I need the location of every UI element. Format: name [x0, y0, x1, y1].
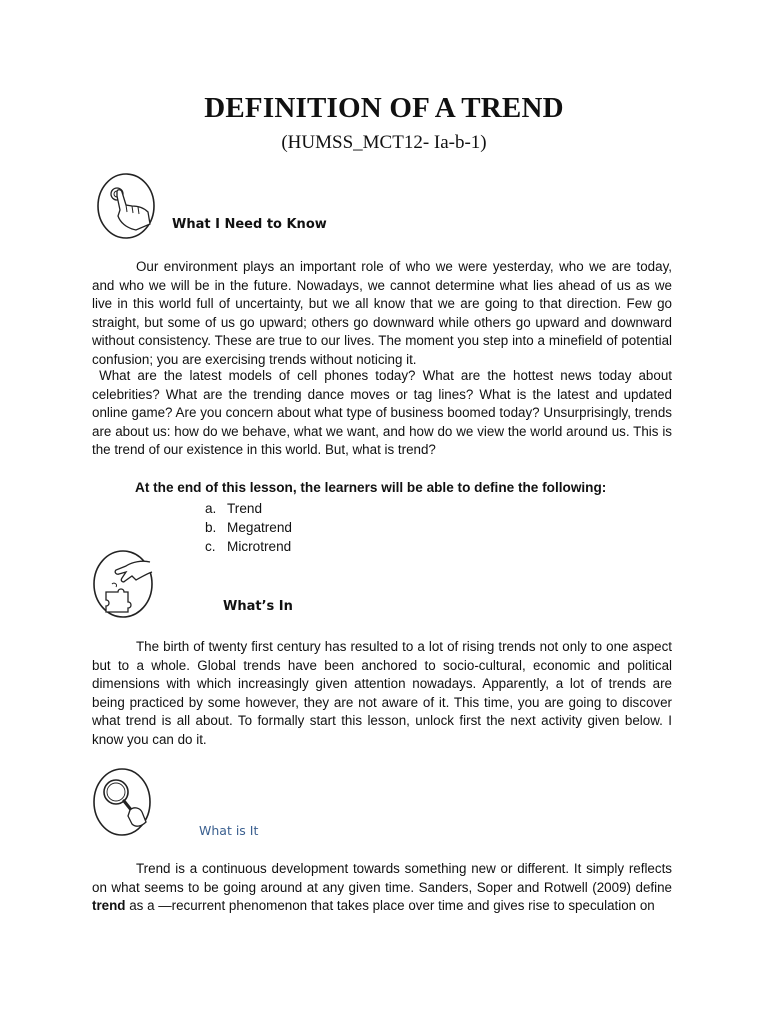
- list-item-text: Microtrend: [227, 539, 292, 554]
- what-is-it-paragraph: [92, 860, 672, 916]
- what-i-need-to-know-heading: What I Need to Know: [172, 217, 327, 232]
- puzzle-hand-icon: [92, 548, 156, 620]
- touch-hand-icon: [96, 172, 158, 242]
- objectives-list: [205, 499, 292, 556]
- list-item-text: Megatrend: [227, 520, 292, 535]
- list-marker: c.: [205, 539, 216, 554]
- what-is-it-paragraph-lead: Trend is a continuous development towards something new or different. It simply reflects on what seems to be going around at any given time. Sanders, Soper and Rotwell (2009) define: [92, 861, 672, 895]
- objectives-intro: At the end of this lesson, the learners will be able to define the following:: [135, 480, 607, 495]
- whats-in-heading: What’s In: [223, 599, 293, 614]
- trend-term: trend: [92, 898, 126, 914]
- list-item: [205, 499, 292, 518]
- list-item: [205, 537, 292, 556]
- what-is-it-heading: What is It: [199, 823, 259, 838]
- what-is-it-paragraph-tail: as a —recurrent phenomenon that takes place over time and gives rise to speculation on: [125, 898, 655, 914]
- whats-in-paragraph-text: The birth of twenty first century has resulted to a lot of rising trends not only to one aspect but to a whole. Global trends have been anchored to socio-cultural, economic and political dimensions with which increasingly given attention nowadays. Apparently, a lot of trends are being practiced by some however, they are not aware of it. This time, you are going to discover what trend is all about. To formally start this lesson, unlock first the next activity given below. I know you can do it.: [92, 639, 672, 747]
- questions-paragraph: [92, 367, 672, 460]
- intro-paragraph: [92, 258, 672, 370]
- whats-in-paragraph: [92, 638, 672, 750]
- list-item-text: Trend: [227, 501, 263, 516]
- list-item: [205, 518, 292, 537]
- intro-paragraph-text: Our environment plays an important role of who we were yesterday, who we are today, and who we will be in the future. Nowadays, we cannot determine what lies ahead of us as we live in this world full of uncertainty, but we all know that we are going to that direction. Few go straight, but some of us go upward; others go downward while others go upward and downward without consistency. These are true to our lives. The moment you step into a minefield of potential confusion; you are exercising trends without noticing it.: [92, 259, 672, 367]
- list-marker: b.: [205, 520, 217, 535]
- page-title: DEFINITION OF A TREND: [204, 92, 564, 124]
- list-marker: a.: [205, 501, 217, 516]
- competency-code: (HUMSS_MCT12- Ia-b-1): [281, 132, 487, 153]
- questions-paragraph-text: What are the latest models of cell phones today? What are the hottest news today about celebrities? What are the trending dance moves or tag lines? What is the latest and updated online game? Are you concern about what type of business boomed today? Unsurprisingly, trends are about us: how do we behave, what we want, and how do we view the world around us. This is the trend of our existence in this world. But, what is trend?: [92, 368, 672, 458]
- magnifier-hand-icon: [92, 766, 154, 838]
